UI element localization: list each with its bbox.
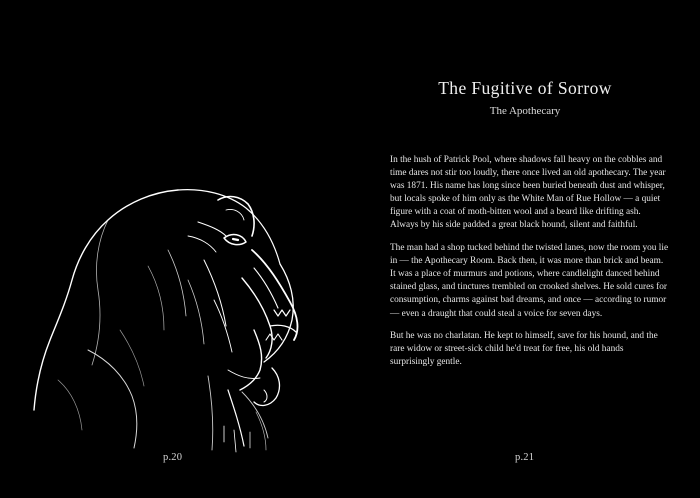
chapter-body — [390, 154, 670, 379]
left-page-number: p.20 — [163, 452, 183, 463]
paragraph-1: In the hush of Patrick Pool, where shadows fall heavy on the cobbles and time dares not stir too loudly, there once lived an old apothecary. The year was 1871. His name has long since been buried beneath dust and whisper, but locals spoke of him only as the White Man of Rue Hollow — a quiet figure with a coat of moth-bitten wool and a beard like drifting ash. Always by his side padded a great black hound, silent and faithful. — [390, 155, 666, 231]
chapter-subtitle: The Apothecary — [489, 105, 561, 117]
paragraph-2: The man had a shop tucked behind the twisted lanes, now the room you lie in — the Apothecary Room. Back then, it was more than brick and beam. It was a place of murmurs and potions, where candlelight danced behind stained glass, and tinctures trembled on crooked shelves. He sold cures for consumption, charms against bad dreams, and once — according to rumor — even a draught that could steal a voice for seven days. — [390, 243, 669, 319]
paragraph-3: But he was no charlatan. He kept to himself, save for his hound, and the rare widow or street-sick child he'd treat for free, his old hands surprisingly gentle. — [390, 331, 658, 368]
right-page-number: p.21 — [515, 452, 535, 463]
right-page — [350, 0, 700, 498]
black-hound-illustration — [28, 180, 328, 455]
chapter-title: The Fugitive of Sorrow — [438, 78, 612, 98]
